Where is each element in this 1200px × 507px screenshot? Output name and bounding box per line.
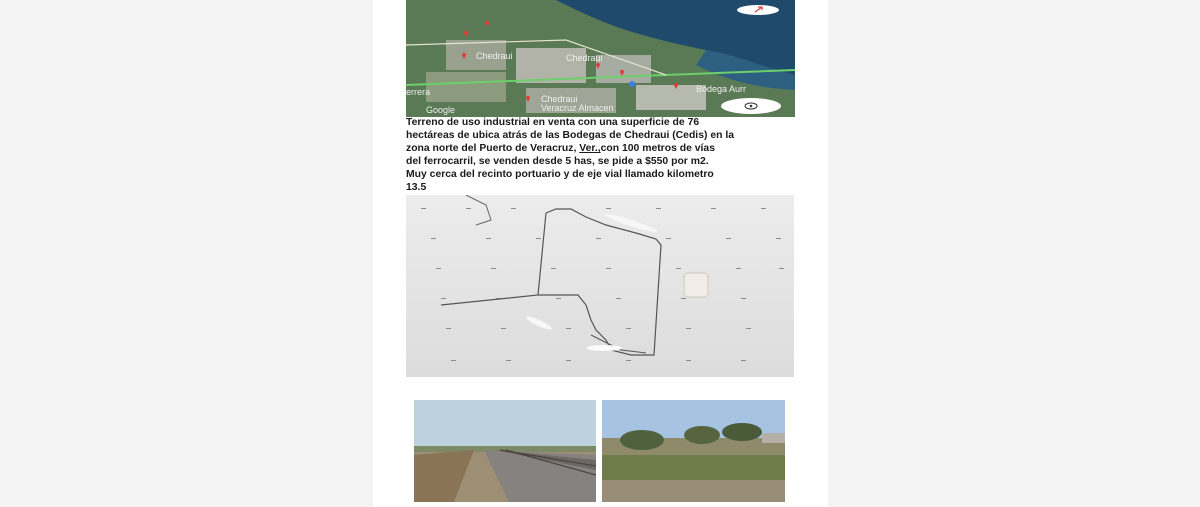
map-label: Bodega Aurr [696, 84, 747, 94]
map-label: Chedraui [566, 53, 603, 63]
map-label: Veracruz Almacen [541, 103, 614, 113]
description-line: Muy cerca del recinto portuario y de eje vial llamado kilometro [406, 169, 714, 181]
description-line: del ferrocarril, se venden desde 5 has, se pide a $550 por m2. [406, 156, 709, 168]
expand-arrow-icon[interactable] [737, 5, 779, 15]
terrain-photo [602, 400, 785, 502]
eye-view-icon[interactable] [721, 98, 781, 114]
site-plan-image [406, 195, 794, 377]
map-attribution: Google [426, 105, 456, 115]
description-ver: Ver., [579, 143, 601, 155]
map-label: Chedraui [541, 94, 578, 104]
description-line: con 100 metros de vías [600, 143, 715, 155]
railway-photo [414, 400, 596, 502]
map-label: Chedraui [476, 51, 513, 61]
description-line: Terreno de uso industrial en venta con una superficie de 76 [406, 117, 700, 128]
description-line: zona norte del Puerto de Veracruz, [406, 143, 580, 155]
map-label: errera [406, 87, 431, 97]
description-line: hectáreas de ubica atrás de las Bodegas de Chedraui (Cedis) en la [406, 130, 735, 142]
listing-description [406, 116, 798, 195]
listing-page [373, 0, 828, 507]
description-line: 13.5 [406, 182, 427, 194]
location-map[interactable] [406, 0, 795, 117]
